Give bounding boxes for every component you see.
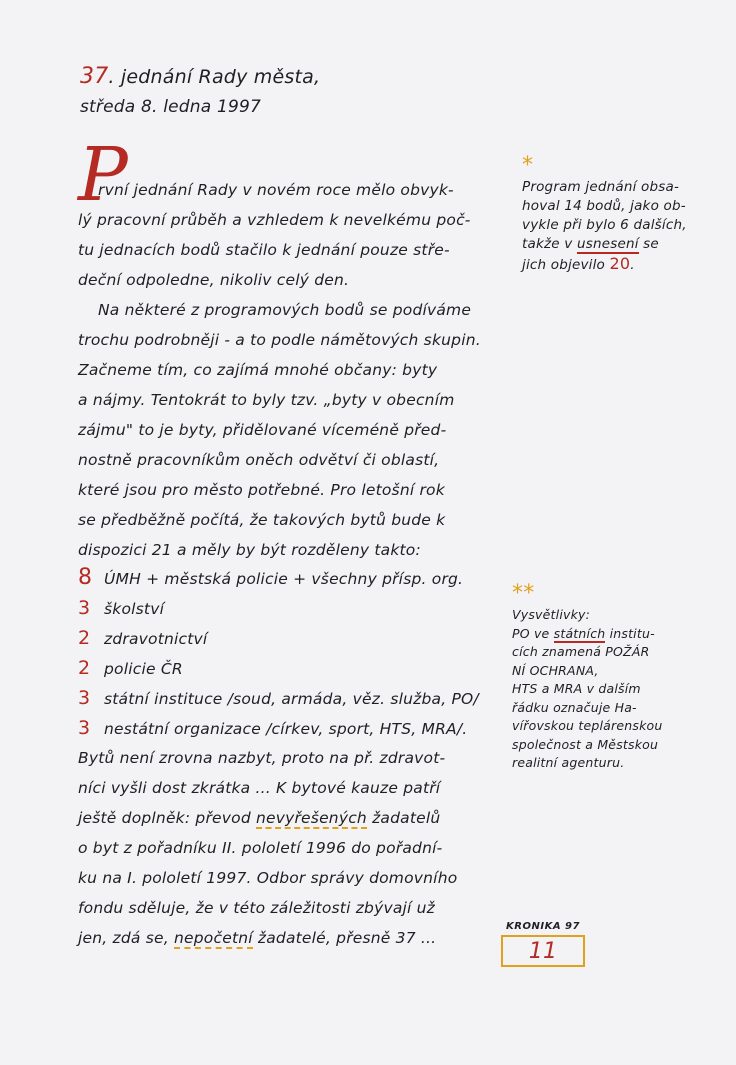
list-item: 2 policie ČR — [78, 657, 183, 679]
double-asterisk-icon: ** — [512, 581, 535, 606]
text-line: a nájmy. Tentokrát to byly tzv. „byty v obecním — [78, 391, 455, 409]
list-item: 3 nestátní organizace /církev, sport, HTS, MRA/. — [78, 717, 468, 739]
page-header — [80, 62, 440, 122]
meeting-date: středa 8. ledna 1997 — [80, 97, 262, 117]
resolution-count: 20 — [609, 254, 631, 273]
drop-cap: P — [78, 132, 128, 218]
text-line: tu jednacích bodů stačilo k jednání pouze stře- — [78, 241, 450, 259]
text-line: dispozici 21 a měly by být rozděleny takto: — [78, 541, 421, 559]
text-line: o byt z pořadníku II. pololetí 1996 do pořadní- — [78, 839, 443, 857]
text-line: deční odpoledne, nikoliv celý den. — [78, 271, 350, 289]
text-line: jen, zdá se, nepočetní žadatelé, přesně 37 ... — [78, 929, 437, 947]
text-line: trochu podrobněji - a to podle námětových skupin. — [78, 331, 481, 349]
list-item: 2 zdravotnictví — [78, 627, 208, 649]
page-number: 11 — [501, 935, 585, 967]
text-line: se předběžně počítá, že takových bytů bude k — [78, 511, 446, 529]
side-note-explanations: ** Vysvětlivky: PO ve státních institu- cích znamená POŽÁR NÍ OCHRANA, HTS a MRA v dalším řádku označuje Ha- vířovskou teplárenskou společnost a Městskou realitní agenturu. — [512, 582, 712, 773]
underlined-word: státních — [553, 625, 606, 641]
text-line: Začneme tím, co zajímá mnohé občany: byty — [78, 361, 438, 379]
asterisk-icon: * — [522, 153, 534, 178]
list-item: 3 školství — [78, 597, 165, 619]
meeting-title: 37. jednání Rady města, — [80, 64, 321, 89]
text-line: fondu sděluje, že v této záležitosti zbývají už — [78, 899, 436, 917]
underlined-word: nepočetní — [174, 929, 253, 947]
text-line: níci vyšli dost zkrátka ... K bytové kauze patří — [78, 779, 441, 797]
page-footer — [501, 921, 585, 967]
text-line: ještě doplněk: převod nevyřešených žadatelů — [78, 809, 441, 827]
text-line: zájmu" to je byty, přidělované víceméně před- — [78, 421, 447, 439]
chronicle-label: KRONIKA 97 — [506, 921, 580, 932]
text-line: Na některé z programových bodů se podíváme — [98, 301, 472, 319]
text-line: lý pracovní průběh a vzhledem k nevelkému poč- — [78, 211, 471, 229]
text-line: rvní jednání Rady v novém roce mělo obvyk- — [98, 181, 454, 199]
list-item: 8 ÚMH + městská policie + všechny přísp. org. — [78, 565, 464, 590]
underlined-word: usnesení — [576, 236, 639, 252]
text-line: ku na I. pololetí 1997. Odbor správy domovního — [78, 869, 458, 887]
underlined-word: nevyřešených — [255, 809, 367, 827]
meeting-number: 37 — [80, 64, 109, 89]
side-note-program: * Program jednání obsa- hoval 14 bodů, jako ob- vykle při bylo 6 dalších, takže v usnesení se jich objevilo 20. — [522, 154, 712, 275]
text-line: které jsou pro město potřebné. Pro letošní rok — [78, 481, 445, 499]
text-line: Bytů není zrovna nazbyt, proto na př. zdravot- — [78, 749, 446, 767]
text-line: nostně pracovníkům oněch odvětví či oblastí, — [78, 451, 440, 469]
list-item: 3 státní instituce /soud, armáda, věz. služba, PO/ — [78, 687, 479, 709]
